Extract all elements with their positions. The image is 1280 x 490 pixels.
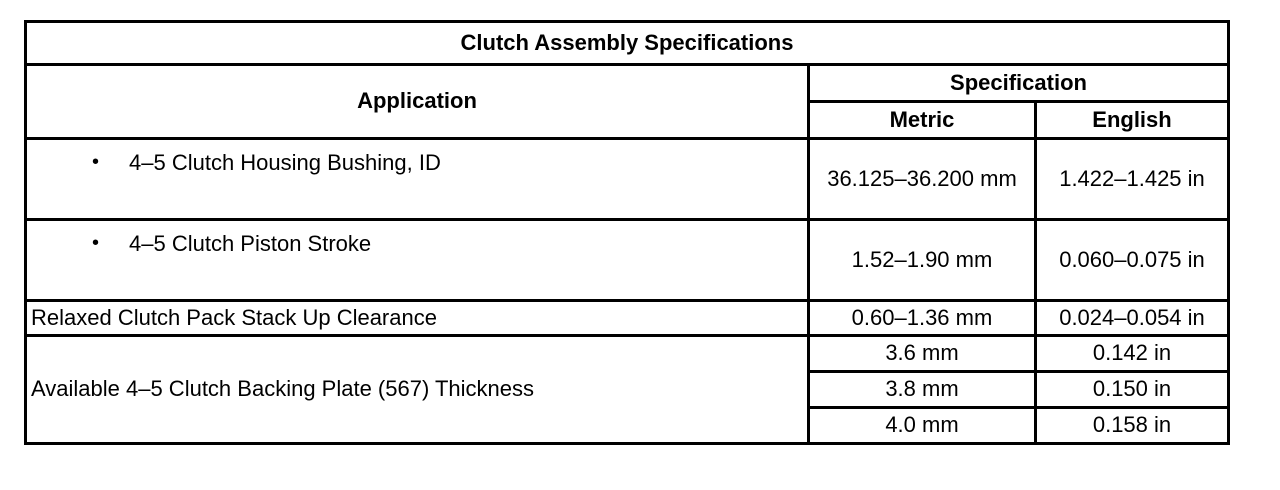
application-text: Available 4–5 Clutch Backing Plate (567) Thickness xyxy=(26,336,809,444)
application-text: 4–5 Clutch Piston Stroke xyxy=(129,231,372,256)
application-text: 4–5 Clutch Housing Bushing, ID xyxy=(129,150,441,175)
application-header: Application xyxy=(26,65,809,139)
metric-value: 1.52–1.90 mm xyxy=(809,220,1036,301)
metric-value: 0.60–1.36 mm xyxy=(809,301,1036,336)
clutch-specs-table xyxy=(24,20,1230,445)
english-value: 0.060–0.075 in xyxy=(1036,220,1229,301)
metric-value: 4.0 mm xyxy=(809,408,1036,444)
table-row xyxy=(26,301,1229,336)
english-value: 0.158 in xyxy=(1036,408,1229,444)
specification-header: Specification xyxy=(809,65,1229,102)
table-row xyxy=(26,139,1229,220)
metric-value: 3.6 mm xyxy=(809,336,1036,372)
table-row xyxy=(26,336,1229,372)
english-header: English xyxy=(1036,102,1229,139)
table-row xyxy=(26,220,1229,301)
application-text: Relaxed Clutch Pack Stack Up Clearance xyxy=(26,301,809,336)
english-value: 0.150 in xyxy=(1036,372,1229,408)
english-value: 1.422–1.425 in xyxy=(1036,139,1229,220)
metric-value: 3.8 mm xyxy=(809,372,1036,408)
application-cell xyxy=(26,139,809,220)
bullet-icon: • xyxy=(91,232,99,254)
table-title: Clutch Assembly Specifications xyxy=(26,22,1229,65)
metric-value: 36.125–36.200 mm xyxy=(809,139,1036,220)
bullet-icon: • xyxy=(91,151,99,173)
english-value: 0.142 in xyxy=(1036,336,1229,372)
application-cell xyxy=(26,220,809,301)
english-value: 0.024–0.054 in xyxy=(1036,301,1229,336)
metric-header: Metric xyxy=(809,102,1036,139)
